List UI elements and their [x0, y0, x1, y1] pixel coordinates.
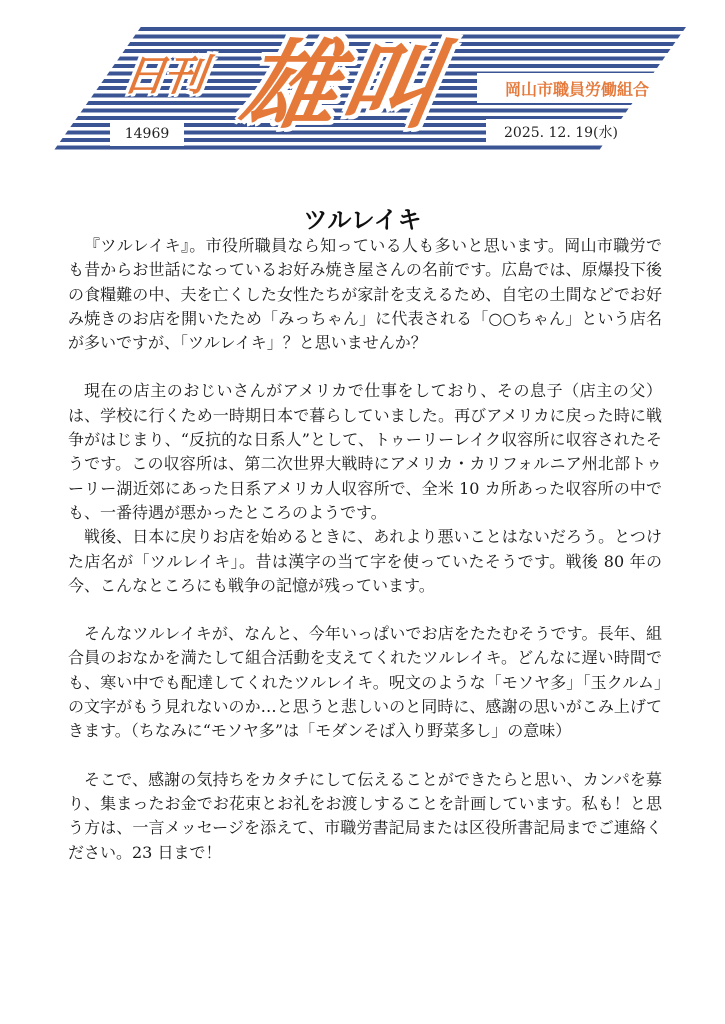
paragraph-closing-news: そんなツルレイキが、なんと、今年いっぱいでお店をたたむそうです。長年、組合員のおなかを満たして組合活動を支えてくれたツルレイキ。どんなに遅い時間でも、寒い中でも配達してくれたツルレイキ。呪文のような「モソヤ多」「玉クルム」の文字がもう見れないのか…と思うと悲しいのと同時に、感謝の思いがこみ上げてきます。（ちなみに“モソヤ多”は「モダンそば入り野菜多し」の意味）: [68, 624, 662, 741]
paragraph-intro: 『ツルレイキ』。市役所職員なら知っている人も多いと思います。岡山市職労でも昔からお世話になっているお好み焼き屋さんの名前です。広島では、原爆投下後の食糧難の中、夫を亡くした女性たちが家計を支えるため、自宅の土間などでお好み焼きのお店を開いたため「みっちゃん」に代表される「○○ちゃん」という店名が多いですが、「ツルレイキ」？と思いませんか？: [68, 236, 662, 353]
union-name-box: [477, 73, 677, 103]
logo-daily-label: 日刊: [120, 51, 208, 100]
paragraph-spacer: [68, 355, 662, 379]
article-body: [68, 234, 662, 865]
paragraph-spacer: [68, 598, 662, 622]
issue-date-box: [486, 119, 636, 144]
issue-date: 2025. 12. 19(水): [504, 124, 618, 141]
newsletter-masthead: [52, 27, 686, 153]
article-title: ツルレイキ: [303, 206, 422, 235]
issue-number: 14969: [124, 125, 170, 142]
union-name: 岡山市職員労働組合: [504, 79, 649, 99]
logo-title: 雄叫: [232, 30, 452, 142]
paragraph-history: 現在の店主のおじいさんがアメリカで仕事をしており、その息子（店主の父）は、学校に行くため一時期日本で暮らしていました。再びアメリカに戻った時に戦争がはじまり、“反抗的な日系人”として、トゥーリーレイク収容所に収容されたそうです。この収容所は、第二次世界大戦時にアメリカ・カリフォルニア州北部トゥーリー湖近郊にあった日系アメリカ人収容所で、全米 10 カ所あった収容所の中でも、一番待遇が悪かったところのようです。: [68, 381, 662, 522]
paragraph-donation-call: そこで、感謝の気持ちをカタチにして伝えることができたらと思い、カンパを募り、集まったお金でお花束とお礼をお渡しすることを計画しています。私も！と思う方は、一言メッセージを添えて、市職労書記局または区役所書記局までご連絡ください。23 日まで！: [68, 769, 662, 862]
paragraph-name-origin: 戦後、日本に戻りお店を始めるときに、あれより悪いことはないだろう。とつけた店名が「ツルレイキ」。昔は漢字の当て字を使っていたそうです。戦後 80 年の今、こんなところにも戦争の記憶が残っています。: [68, 527, 662, 595]
paragraph-spacer: [68, 744, 662, 768]
issue-number-box: [110, 121, 184, 146]
